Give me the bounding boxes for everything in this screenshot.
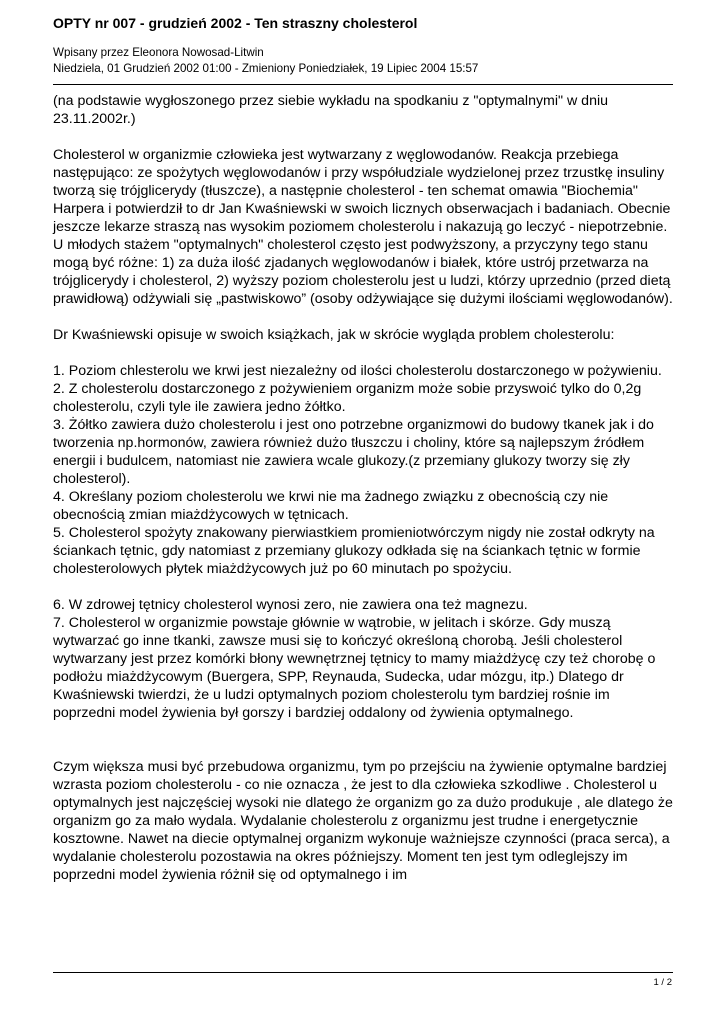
article-body xyxy=(53,92,673,884)
article-header xyxy=(53,14,693,76)
paragraph-1: Cholesterol w organizmie człowieka jest wytwarzany z węglowodanów. Reakcja przebiega następująco: ze spożytych węglowodanów i przy współudziale wydzielonej przez trzustkę insuliny tworzą się trójglicerydy (tłuszcze), a następnie cholesterol - ten schemat omawia "Biochemia" Harpera i potwierdził to dr Jan Kwaśniewski w swoich licznych obserwacjach i badaniach. Obecnie jeszcze lekarze straszą nas wysokim poziomem cholesterolu i nakazują go leczyć - niepotrzebnie. U młodych stażem "optymalnych" cholesterol często jest podwyższony, a przyczyny tego stanu mogą być różne: 1) za duża ilość zjadanych węglowodanów i białek, które ustrój przetwarza na trójglicerydy i cholesterol, 2) wyższy poziom cholesterolu jest u ludzi, którzy uprzednio (przed dietą prawidłową) odżywiali się „pastwiskowo” (osoby odżywiające się dużymi ilościami węglowodanów). xyxy=(53,147,673,307)
list-item-4: 4. Określany poziom cholesterolu we krwi nie ma żadnego związku z obecnością czy nie obecnością zmian miażdżycowych w tętnicach. xyxy=(53,489,609,523)
author-line: Wpisany przez Eleonora Nowosad-Litwin xyxy=(53,46,264,59)
list-item-3: 3. Żółtko zawiera dużo cholesterolu i jest ono potrzebne organizmowi do budowy tkanek jak i do tworzenia np.hormonów, zawiera również dużo tłuszczu i choliny, które są najlepszym źródłem energii i budulcem, natomiast nie zawiera wcale glukozy.(z przemiany glukozy tworzy się zły cholesterol). xyxy=(53,417,654,487)
date-line: Niedziela, 01 Grudzień 2002 01:00 - Zmieniony Poniedziałek, 19 Lipiec 2004 15:57 xyxy=(53,61,479,75)
list-item-1: 1. Poziom chlesterolu we krwi jest niezależny od ilości cholesterolu dostarczonego w pożywieniu. xyxy=(53,363,662,379)
list-item-7: 7. Cholesterol w organizmie powstaje głównie w wątrobie, w jelitach i skórze. Gdy muszą wytwarzać go inne tkanki, zawsze musi się to kończyć określoną chorobą. Jeśli cholesterol wytwarzany jest przez komórki błony wewnętrznej tętnicy to mamy miażdżycę czy też chorobę o podłożu miażdżycowym (Buergera, SPP, Reynauda, Sudecka, udar mózgu, itp.) Dlatego dr Kwaśniewski twierdzi, że u ludzi optymalnych poziom cholesterolu tym bardziej rośnie im poprzedni model żywienia był gorszy i bardziej oddalony od żywienia optymalnego. xyxy=(53,615,656,721)
paragraph-2: Dr Kwaśniewski opisuje w swoich książkach, jak w skrócie wygląda problem cholesterolu: xyxy=(53,327,615,343)
paragraph-3: Czym większa musi być przebudowa organizmu, tym po przejściu na żywienie optymalne bardziej wzrasta poziom cholesterolu - co nie oznacza , że jest to dla człowieka szkodliwe . Cholesterol u optymalnych jest najczęściej wysoki nie dlatego że organizm go za dużo produkuje , ale dlatego że organizm go za mało wydala. Wydalanie cholesterolu z organizmu jest trudne i energetycznie kosztowne. Nawet na diecie optymalnej organizm wykonuje ważniejsze czynności (praca serca), a wydalanie cholesterolu pozostawia na okres późniejszy. Moment ten jest tym odleglejszy im poprzedni model żywienia różnił się od optymalnego i im xyxy=(53,759,673,883)
page-number: 1 / 2 xyxy=(653,977,672,988)
list-item-2: 2. Z cholesterolu dostarczonego z pożywieniem organizm może sobie przyswoić tylko do 0,2g cholesterolu, czyli tyle ile zawiera jedno żółtko. xyxy=(53,381,642,415)
footer-divider xyxy=(53,972,673,973)
intro-paragraph: (na podstawie wygłoszonego przez siebie wykładu na spodkaniu z "optymalnymi" w dniu 23.11.2002r.) xyxy=(53,93,609,127)
article-meta xyxy=(53,45,693,76)
list-item-5: 5. Cholesterol spożyty znakowany pierwiastkiem promieniotwórczym nigdy nie został odkryty na ściankach tętnic, gdy natomiast z przemiany glukozy odkłada się na ściankach tętnic w formie cholesterolowych płytek miażdżycowych już po 60 minutach po spożyciu. xyxy=(53,525,655,577)
article-title: OPTY nr 007 - grudzień 2002 - Ten straszny cholesterol xyxy=(53,15,418,31)
header-divider xyxy=(53,84,673,85)
list-item-6: 6. W zdrowej tętnicy cholesterol wynosi zero, nie zawiera ona też magnezu. xyxy=(53,597,528,613)
